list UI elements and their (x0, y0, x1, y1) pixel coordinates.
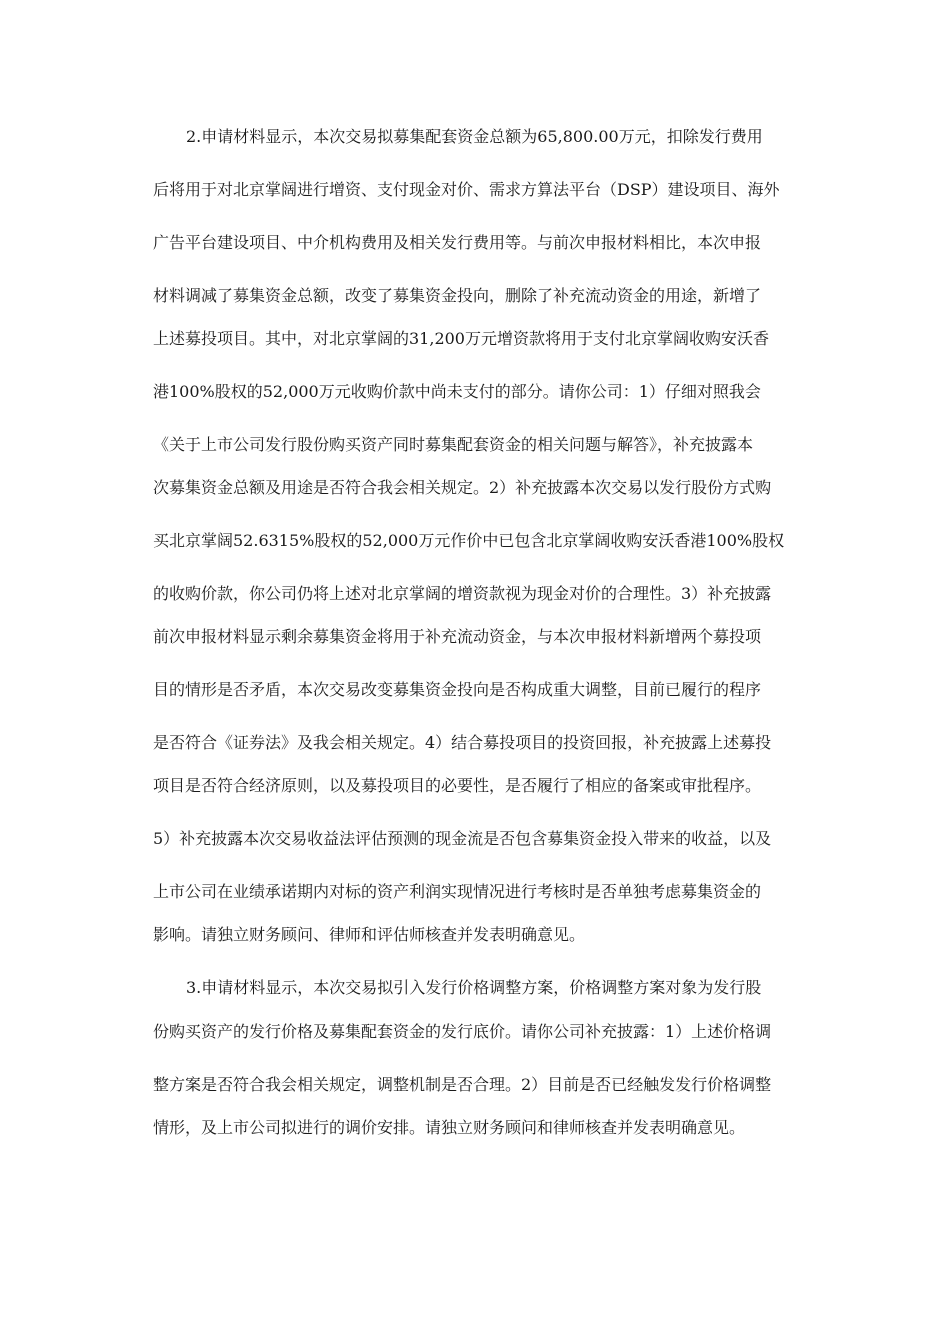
paragraph-2-line-10: 的收购价款，你公司仍将上述对北京掌阔的增资款视为现金对价的合理性。3）补充披露 (153, 584, 772, 603)
paragraph-2-line-16: 上市公司在业绩承诺期内对标的资产利润实现情况进行考核时是否单独考虑募集资金的 (153, 882, 762, 901)
paragraph-2-line-1: 2.申请材料显示，本次交易拟募集配套资金总额为65,800.00万元，扣除发行费用 (186, 127, 763, 146)
paragraph-2-line-12: 目的情形是否矛盾，本次交易改变募集资金投向是否构成重大调整，目前已履行的程序 (153, 680, 762, 699)
paragraph-2-line-5: 上述募投项目。其中，对北京掌阔的31,200万元增资款将用于支付北京掌阔收购安沃香 (153, 329, 769, 348)
paragraph-3-line-1: 3.申请材料显示，本次交易拟引入发行价格调整方案，价格调整方案对象为发行股 (186, 978, 762, 997)
paragraph-2-line-2: 后将用于对北京掌阔进行增资、支付现金对价、需求方算法平台（DSP）建设项目、海外 (153, 180, 780, 199)
paragraph-2-line-9: 买北京掌阔52.6315%股权的52,000万元作价中已包含北京掌阔收购安沃香港100%股权 (153, 531, 785, 550)
paragraph-2-line-13: 是否符合《证券法》及我会相关规定。4）结合募投项目的投资回报，补充披露上述募投 (153, 733, 772, 752)
paragraph-3-line-3: 整方案是否符合我会相关规定，调整机制是否合理。2）目前是否已经触发发行价格调整 (153, 1075, 772, 1094)
paragraph-2-line-7: 《关于上市公司发行股份购买资产同时募集配套资金的相关问题与解答》，补充披露本 (153, 435, 754, 454)
paragraph-3-line-2: 份购买资产的发行价格及募集配套资金的发行底价。请你公司补充披露：1）上述价格调 (153, 1022, 772, 1041)
paragraph-2-line-14: 项目是否符合经济原则，以及募投项目的必要性，是否履行了相应的备案或审批程序。 (153, 776, 762, 795)
paragraph-2-line-6: 港100%股权的52,000万元收购价款中尚未支付的部分。请你公司：1）仔细对照我会 (153, 382, 761, 401)
paragraph-3-line-4: 情形，及上市公司拟进行的调价安排。请独立财务顾问和律师核查并发表明确意见。 (153, 1118, 746, 1137)
paragraph-2-line-8: 次募集资金总额及用途是否符合我会相关规定。2）补充披露本次交易以发行股份方式购 (153, 478, 772, 497)
paragraph-2-line-17: 影响。请独立财务顾问、律师和评估师核查并发表明确意见。 (153, 925, 586, 944)
paragraph-2-line-3: 广告平台建设项目、中介机构费用及相关发行费用等。与前次申报材料相比，本次申报 (153, 233, 762, 252)
paragraph-2-line-11: 前次申报材料显示剩余募集资金将用于补充流动资金，与本次申报材料新增两个募投项 (153, 627, 762, 646)
paragraph-2-line-4: 材料调减了募集资金总额，改变了募集资金投向，删除了补充流动资金的用途，新增了 (153, 286, 762, 305)
paragraph-2-line-15: 5）补充披露本次交易收益法评估预测的现金流是否包含募集资金投入带来的收益，以及 (153, 829, 772, 848)
